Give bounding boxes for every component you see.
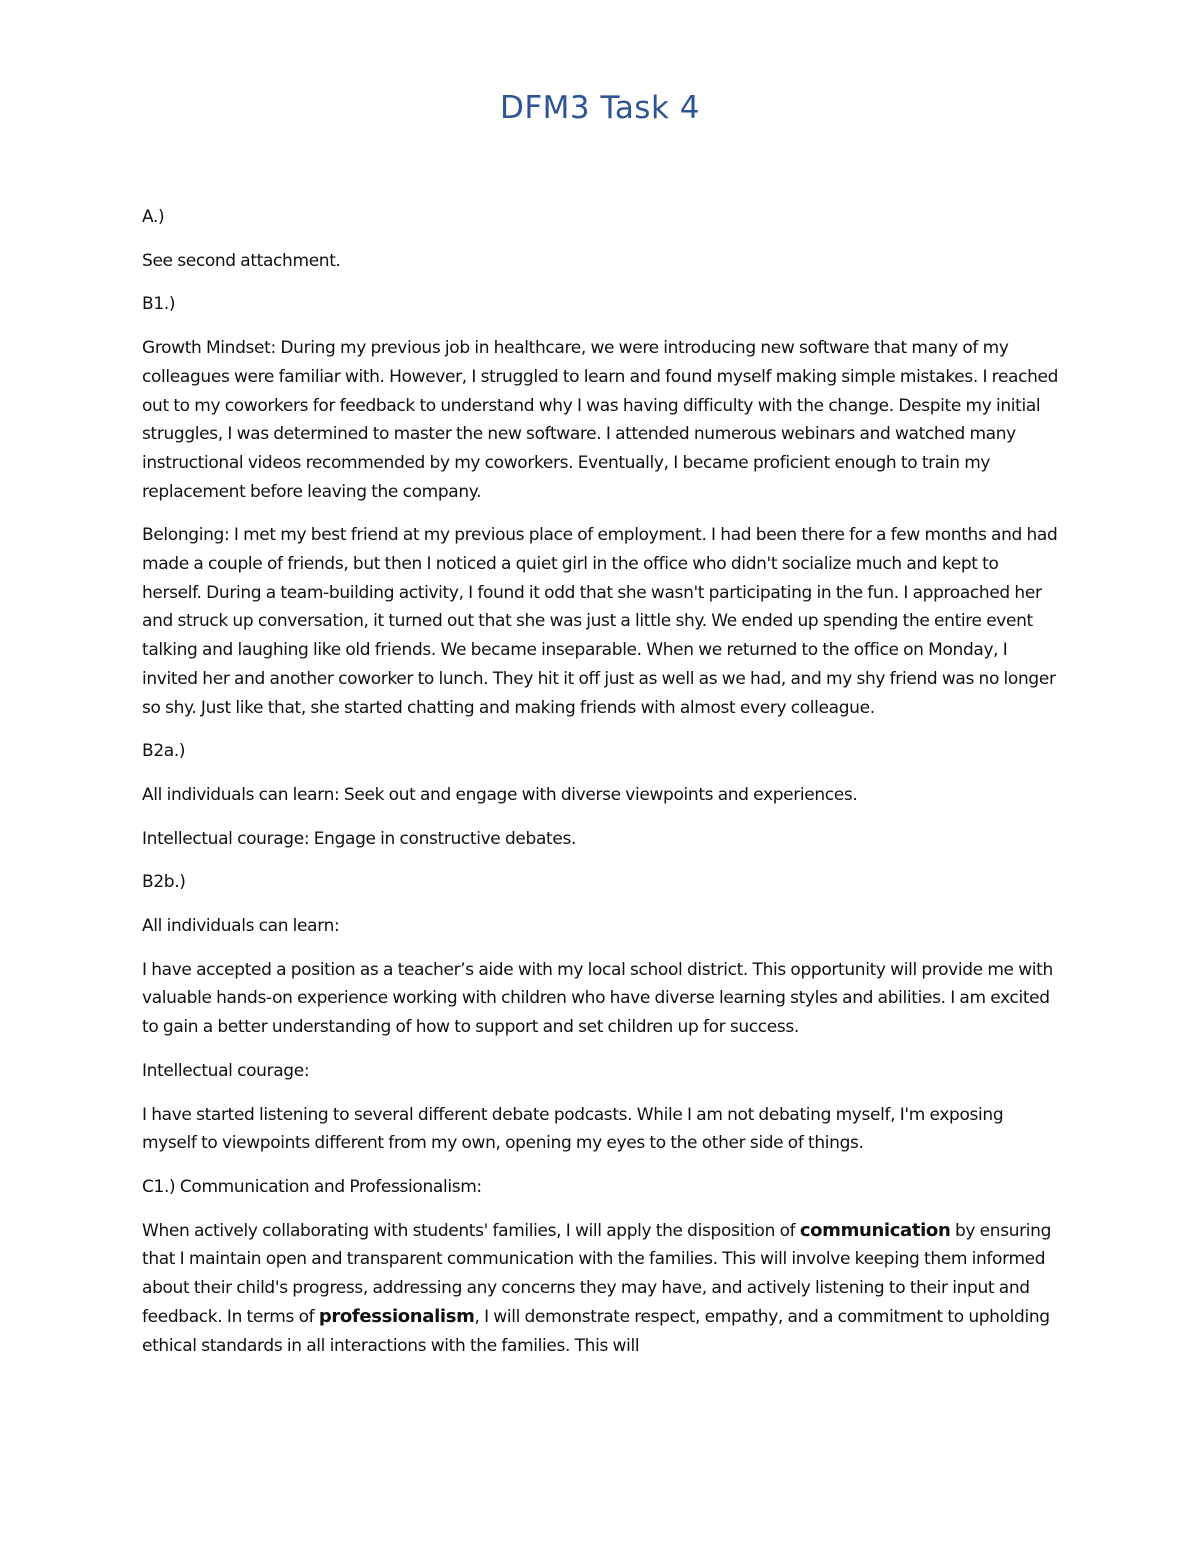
document-body xyxy=(142,203,1062,1375)
section-b1-heading: B1.) xyxy=(142,294,176,315)
document-title: DFM3 Task 4 xyxy=(499,90,700,126)
b2b-courage-heading: Intellectual courage: xyxy=(142,1060,310,1081)
b2b-learn-paragraph: I have accepted a position as a teacher’s aide with my local school district. This opportunity will provide me with valuable hands-on experience working with children who have diverse learning styles and abilities. I am excited to gain a better understanding of how to support and set children up for success. xyxy=(142,959,1053,1038)
c1-text-part2: by ensuring that I maintain open and transparent communication with the families. This will involve keeping them informed about their child's progress, addressing any concerns they may have, and actively listening to their input and feedback. In terms of xyxy=(142,1220,1052,1327)
belonging-paragraph: Belonging: I met my best friend at my previous place of employment. I had been there for a few months and had made a couple of friends, but then I noticed a quiet girl in the office who didn't socialize much and kept to herself. During a team-building activity, I found it odd that she wasn't participating in the fun. I approached her and struck up conversation, it turned out that she was just a little shy. We ended up spending the entire event talking and laughing like old friends. We became inseparable. When we returned to the office on Monday, I invited her and another coworker to lunch. They hit it off just as well as we had, and my shy friend was no longer so shy. Just like that, she started chatting and making friends with almost every colleague. xyxy=(142,525,1058,718)
growth-mindset-paragraph: Growth Mindset: During my previous job in healthcare, we were introducing new software that many of my colleagues were familiar with. However, I struggled to learn and found myself making simple mistakes. I reached out to my coworkers for feedback to understand why I was having difficulty with the change. Despite my initial struggles, I was determined to master the new software. I attended numerous webinars and watched many instructional videos recommended by my coworkers. Eventually, I became proficient enough to train my replacement before leaving the company. xyxy=(142,338,1059,502)
b2a-learn-paragraph: All individuals can learn: Seek out and engage with diverse viewpoints and experiences. xyxy=(142,784,858,805)
c1-text-part1: When actively collaborating with students' families, I will apply the disposition of xyxy=(142,1220,800,1241)
c1-paragraph xyxy=(142,1217,1062,1361)
section-b2a-heading: B2a.) xyxy=(142,741,186,762)
c1-bold-communication: communication xyxy=(799,1219,951,1241)
c1-text-part3: , I will demonstrate respect, empathy, and a commitment to upholding ethical standards in all interactions with the families. This will xyxy=(142,1306,1050,1356)
section-a-text: See second attachment. xyxy=(142,250,341,271)
b2b-courage-paragraph: I have started listening to several different debate podcasts. While I am not debating myself, I'm exposing myself to viewpoints different from my own, opening my eyes to the other side of things. xyxy=(142,1104,1004,1154)
section-a-heading: A.) xyxy=(142,207,165,227)
section-b2b-heading: B2b.) xyxy=(142,872,186,893)
b2b-learn-heading: All individuals can learn: xyxy=(142,916,340,937)
section-c1-heading: C1.) Communication and Professionalism: xyxy=(142,1176,482,1197)
b2a-courage-paragraph: Intellectual courage: Engage in constructive debates. xyxy=(142,828,576,849)
c1-bold-professionalism: professionalism xyxy=(318,1305,475,1327)
